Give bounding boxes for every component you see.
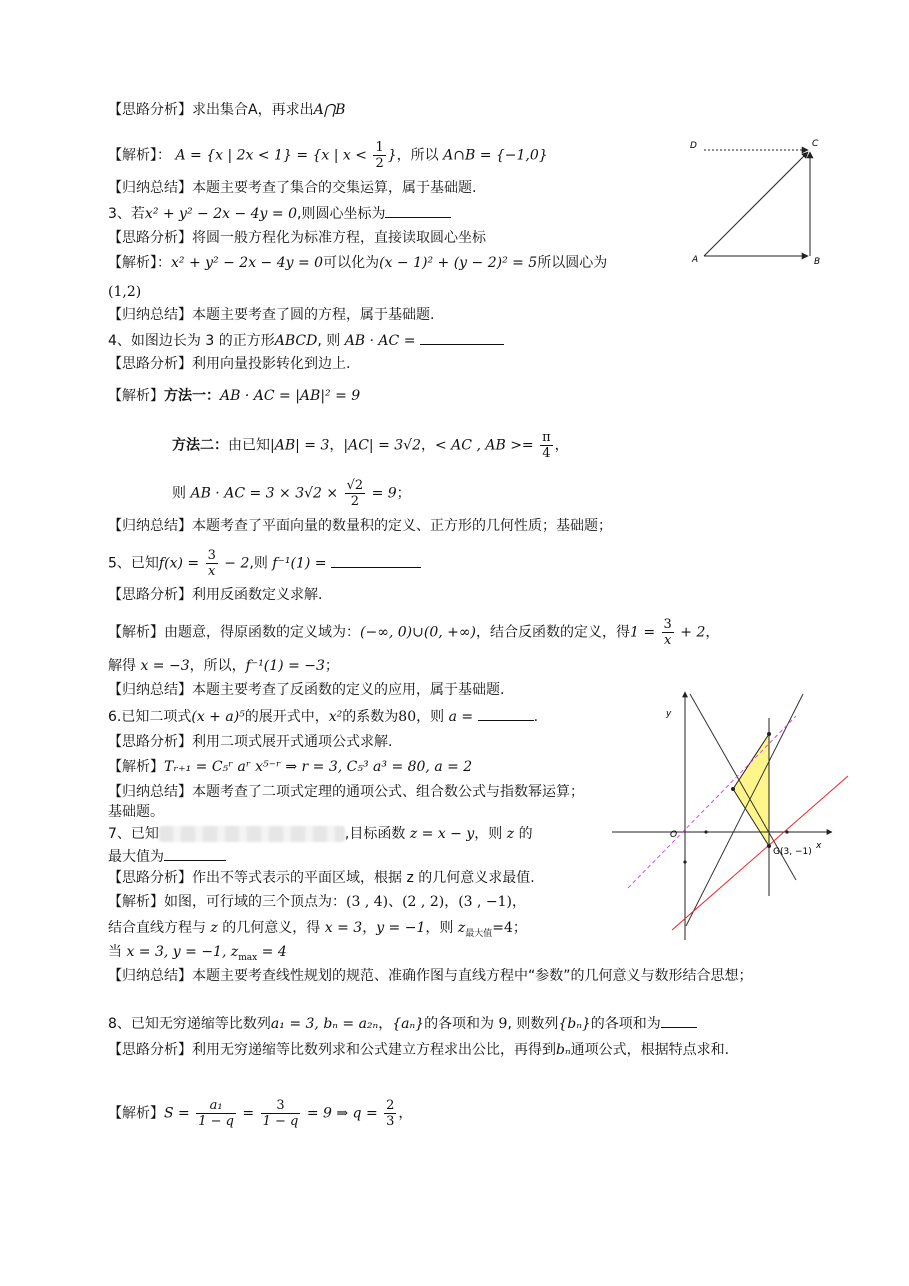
fraction: $\frac{3}{x}$ — [207, 548, 216, 579]
line-solution-7: 【解析】如图，可行域的三个顶点为：(3 , 4)、(2 , 2)，(3 , −1)， — [108, 894, 527, 910]
label-a: A — [692, 255, 699, 265]
label-x: x — [816, 841, 822, 851]
question-8: 8、已知无穷递缩等比数列a₁ = 3, bₙ = a₂ₙ，{aₙ}的各项和为 9, 则数列{bₙ}的各项和为 — [108, 1013, 697, 1034]
label-c: C — [812, 139, 819, 149]
fraction: $\frac{√2}{2}$ — [346, 478, 364, 509]
question-7-cont: 最大值为 — [108, 846, 226, 867]
question-4: 4、如图边长为 3 的正方形ABCD, 则 AB · AC = — [108, 330, 504, 351]
line-summary-1: 【归纳总结】本题主要考查了集合的交集运算，属于基础题. — [108, 180, 477, 196]
square-vector-figure — [686, 134, 826, 270]
line-summary-5: 【归纳总结】本题主要考查了反函数的定义的应用，属于基础题. — [108, 682, 505, 698]
line-solution-4-method-2: 方法二：由已知|AB| = 3，|AC| = 3√2，< AC , AB >= $\frac{\pi}{4}$ ， — [172, 430, 569, 461]
fraction: $\frac{\pi}{4}$ — [542, 430, 551, 461]
answer-blank — [164, 846, 226, 861]
vector-ac — [704, 152, 808, 256]
line-solution-3-cont: (1,2) — [108, 284, 142, 300]
label-d: D — [690, 141, 697, 151]
tag: 【思路分析】 — [108, 102, 192, 118]
question-3: 3、若x² + y² − 2x − 4y = 0,则圆心坐标为 — [108, 203, 451, 224]
answer-blank — [661, 1013, 697, 1028]
answer-blank — [331, 553, 421, 568]
point-g — [767, 844, 771, 848]
line-solution-6: 【解析】Tᵣ₊₁ = C₅ʳ aʳ x⁵⁻ʳ ⇒ r = 3, C₅³ a³ = 80, a = 2 — [108, 759, 473, 775]
line-solution-1: 【解析】： A = {x | 2x < 1} = {x | x < $\frac{1}{2}$ }，所以 A∩B = {−1,0} — [108, 140, 548, 171]
line-analysis-5: 【思路分析】利用反函数定义求解. — [108, 587, 323, 603]
question-5: 5、已知f(x) = $\frac{3}{x}$ − 2,则 f⁻¹(1) = — [108, 548, 421, 579]
objective-dashed-line — [628, 716, 796, 888]
line-analysis-8: 【思路分析】利用无穷递缩等比数列求和公式建立方程求出公比，再得到bₙ通项公式，根据特点求和. — [108, 1042, 730, 1058]
answer-blank — [385, 203, 451, 218]
line-analysis-4: 【思路分析】利用向量投影转化到边上. — [108, 356, 351, 372]
line-solution-7-result: 当 x = 3, y = −1, $z_{max} = 4$ — [108, 944, 287, 963]
line-analysis-3: 【思路分析】将圆一般方程化为标准方程，直接读取圆心坐标 — [108, 230, 486, 246]
question-6: 6.已知二项式(x + a)⁵的展开式中，x²的系数为80，则 a = . — [108, 706, 538, 727]
answer-blank — [478, 706, 534, 721]
blurred-constraints-image — [159, 826, 345, 842]
point-vertex-3-4 — [767, 732, 771, 736]
fraction: $\frac{\text{a₁}}{1 - q}$ — [198, 1098, 234, 1129]
line-solution-5: 【解析】由题意，得原函数的定义域为：(−∞, 0)∪(0, +∞)，结合反函数的定义，得1 = $\frac{3}{x}$ + 2， — [108, 617, 720, 648]
label-y: y — [666, 709, 672, 719]
label-g: G(3, −1) — [773, 847, 812, 857]
answer-blank — [420, 330, 504, 345]
line-analysis-7: 【思路分析】作出不等式表示的平面区域，根据 z 的几何意义求最值. — [108, 870, 535, 886]
feasible-region — [733, 734, 769, 846]
fraction: $\frac{3}{1 - q}$ — [262, 1098, 299, 1129]
feasible-region-figure — [606, 686, 852, 944]
line-solution-7-cont: 结合直线方程与 z 的几何意义，得 x = 3，y = −1，则 $z_{最大值}=4$； — [108, 920, 527, 939]
line-summary-4: 【归纳总结】本题考查了平面向量的数量积的定义、正方形的几何性质；基础题； — [108, 518, 612, 534]
question-7: 7、已知 ,目标函数 z = x − y，则 z 的 — [108, 826, 533, 842]
line-solution-5-cont: 解得 x = −3，所以，f⁻¹(1) = −3； — [108, 658, 339, 674]
line-summary-6: 【归纳总结】本题考查了二项式定理的通项公式、组合数公式与指数幂运算；基础题。 — [108, 784, 584, 820]
line-solution-4-result: 则 AB · AC = 3 × 3√2 × $\frac{√2}{2}$ = 9； — [172, 478, 411, 509]
line-summary-7: 【归纳总结】本题主要考查线性规划的规范、准确作图与直线方程中“参数”的几何意义与数形结合思想； — [108, 968, 753, 984]
fraction: $\frac{2}{3}$ — [386, 1098, 395, 1129]
fraction: $\frac{1}{2}$ — [375, 140, 384, 171]
line-analysis-6: 【思路分析】利用二项式展开式通项公式求解. — [108, 734, 393, 750]
point-vertex-2-2 — [731, 787, 735, 791]
line-summary-3: 【归纳总结】本题主要考查了圆的方程，属于基础题. — [108, 307, 435, 323]
label-origin: O — [670, 830, 678, 840]
line-solution-3: 【解析】：x² + y² − 2x − 4y = 0可以化为(x − 1)² + (y − 2)² = 5所以圆心为 — [108, 255, 608, 271]
line-solution-8: 【解析】S = $\frac{\text{a₁}}{1 - q}$ = $\frac{3}{1 - q}$ = 9 ⇒ q = $\frac{2}{3}$ ， — [108, 1098, 413, 1129]
label-b: B — [814, 257, 821, 267]
fraction: $\frac{3}{x}$ — [663, 617, 672, 648]
line-analysis-1: 【思路分析】求出集合A，再求出A⋂B — [108, 102, 346, 118]
line-solution-4-method-1: 【解析】方法一：AB · AC = |AB|² = 9 — [108, 388, 361, 404]
